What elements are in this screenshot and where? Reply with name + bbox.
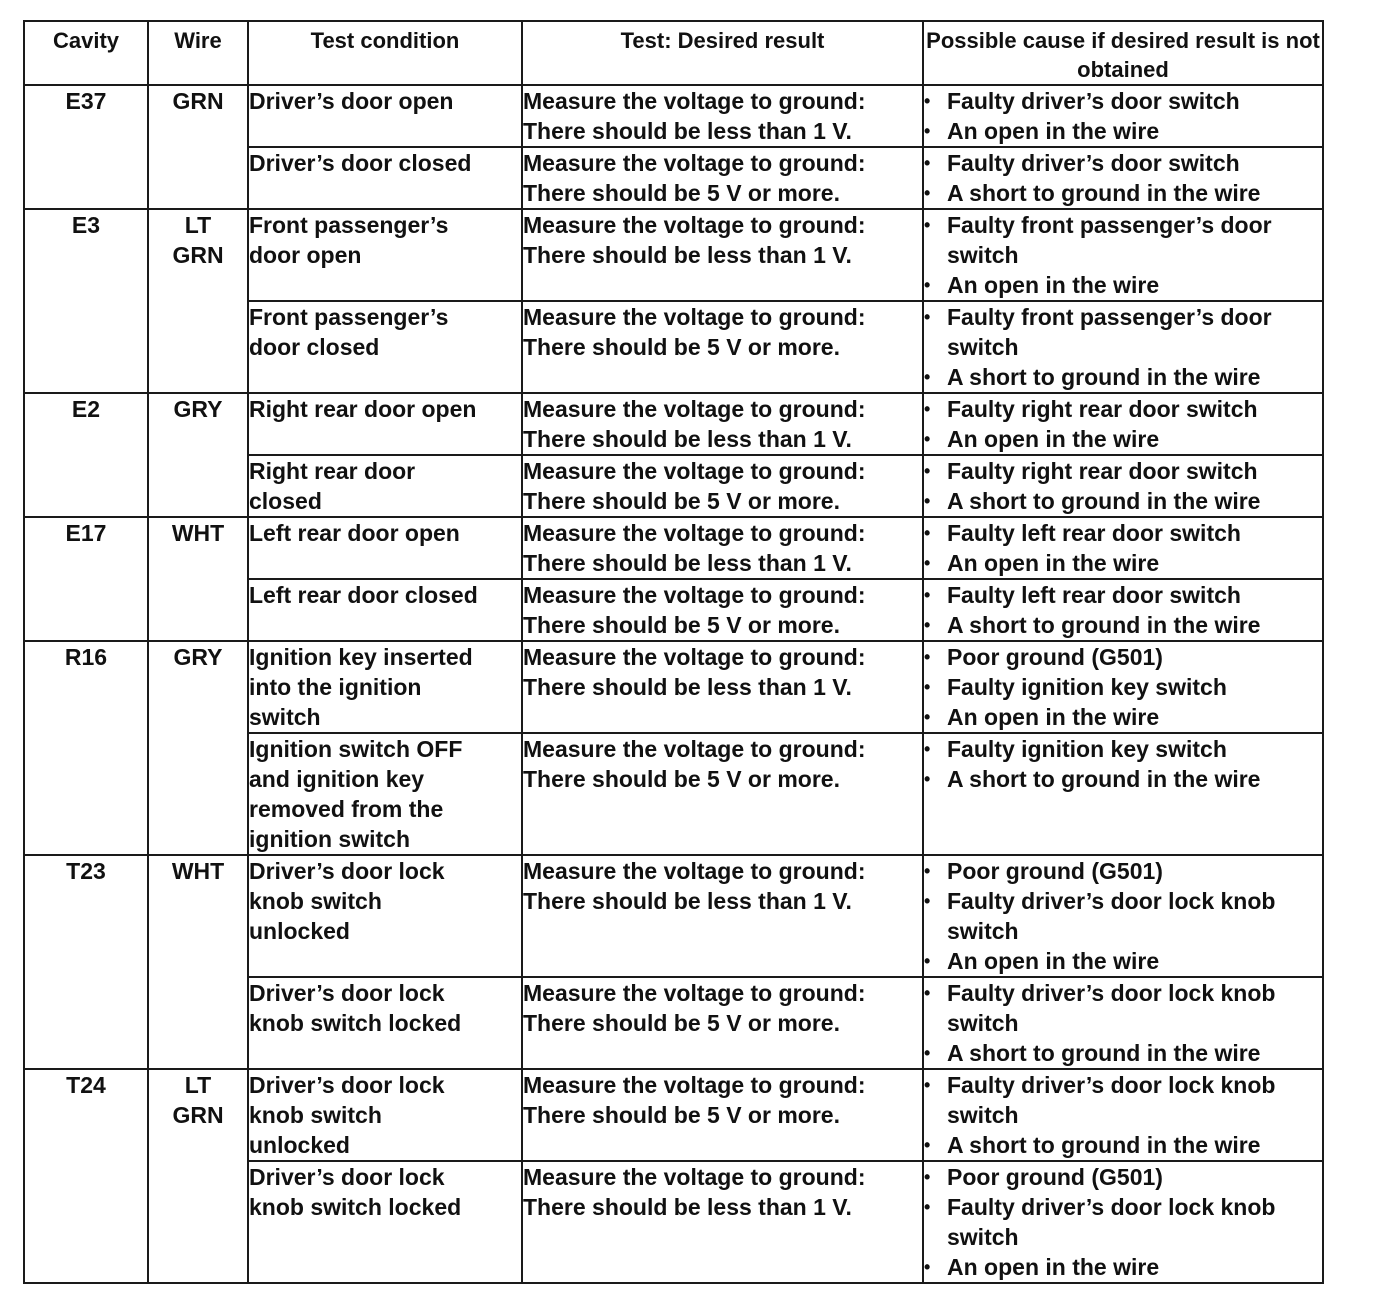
cause-list (924, 394, 1322, 454)
cause-item: • A short to ground in the wire (924, 764, 1322, 794)
cause-item: • A short to ground in the wire (924, 610, 1322, 640)
test-condition-cell: Right rear door closed (248, 455, 522, 517)
desired-result-cell: Measure the voltage to ground: There should be 5 V or more. (522, 455, 923, 517)
possible-cause-cell (923, 579, 1323, 641)
cause-item: • An open in the wire (924, 424, 1322, 454)
cause-item: • Faulty left rear door switch (924, 518, 1322, 548)
cause-list (924, 148, 1322, 208)
cause-item: • Faulty right rear door switch (924, 456, 1322, 486)
possible-cause-cell (923, 1161, 1323, 1283)
test-condition-cell: Ignition key inserted into the ignition switch (248, 641, 522, 733)
table-row (24, 393, 1323, 455)
cause-item: • Poor ground (G501) (924, 642, 1322, 672)
desired-result-cell: Measure the voltage to ground: There should be 5 V or more. (522, 977, 923, 1069)
desired-result-cell: Measure the voltage to ground: There should be less than 1 V. (522, 517, 923, 579)
cause-list (924, 456, 1322, 516)
table-row (24, 85, 1323, 147)
cause-list (924, 1070, 1322, 1160)
cause-item: • An open in the wire (924, 116, 1322, 146)
desired-result-cell: Measure the voltage to ground: There should be 5 V or more. (522, 733, 923, 855)
cause-item: • Poor ground (G501) (924, 856, 1322, 886)
desired-result-cell: Measure the voltage to ground: There should be less than 1 V. (522, 209, 923, 301)
cause-item: • An open in the wire (924, 702, 1322, 732)
cause-item: • Faulty front passenger’s door switch (924, 302, 1322, 362)
cause-item: • Faulty right rear door switch (924, 394, 1322, 424)
cause-item: • Poor ground (G501) (924, 1162, 1322, 1192)
possible-cause-cell (923, 517, 1323, 579)
possible-cause-cell (923, 977, 1323, 1069)
possible-cause-cell (923, 733, 1323, 855)
test-condition-cell: Ignition switch OFF and ignition key removed from the ignition switch (248, 733, 522, 855)
test-condition-cell: Driver’s door lock knob switch locked (248, 1161, 522, 1283)
cause-item: • An open in the wire (924, 1252, 1322, 1282)
cause-list (924, 1162, 1322, 1282)
cause-list (924, 210, 1322, 300)
test-condition-cell: Left rear door closed (248, 579, 522, 641)
table-row (24, 517, 1323, 579)
wire-cell: GRY (148, 393, 248, 517)
cause-item: • An open in the wire (924, 270, 1322, 300)
wire-cell: GRY (148, 641, 248, 855)
header-desired-result: Test: Desired result (522, 21, 923, 85)
cause-item: • Faulty driver’s door switch (924, 86, 1322, 116)
cause-item: • An open in the wire (924, 548, 1322, 578)
test-condition-cell: Left rear door open (248, 517, 522, 579)
possible-cause-cell (923, 209, 1323, 301)
possible-cause-cell (923, 455, 1323, 517)
table-row (24, 209, 1323, 301)
cause-item: • Faulty driver’s door lock knob switch (924, 1070, 1322, 1130)
desired-result-cell: Measure the voltage to ground: There should be 5 V or more. (522, 147, 923, 209)
cause-item: • A short to ground in the wire (924, 362, 1322, 392)
cause-list (924, 642, 1322, 732)
door-switch-test-table (23, 20, 1324, 1284)
test-condition-cell: Front passenger’s door closed (248, 301, 522, 393)
cause-list (924, 734, 1322, 794)
wire-cell: WHT (148, 855, 248, 1069)
desired-result-cell: Measure the voltage to ground: There should be less than 1 V. (522, 641, 923, 733)
cause-item: • Faulty ignition key switch (924, 734, 1322, 764)
cause-item: • Faulty driver’s door lock knob switch (924, 978, 1322, 1038)
possible-cause-cell (923, 85, 1323, 147)
cause-item: • A short to ground in the wire (924, 1130, 1322, 1160)
cause-item: • A short to ground in the wire (924, 486, 1322, 516)
cause-item: • An open in the wire (924, 946, 1322, 976)
cavity-cell: E2 (24, 393, 148, 517)
cause-item: • Faulty driver’s door lock knob switch (924, 1192, 1322, 1252)
possible-cause-cell (923, 301, 1323, 393)
desired-result-cell: Measure the voltage to ground: There should be less than 1 V. (522, 855, 923, 977)
cause-item: • Faulty driver’s door lock knob switch (924, 886, 1322, 946)
test-condition-cell: Driver’s door closed (248, 147, 522, 209)
cause-list (924, 580, 1322, 640)
header-row (24, 21, 1323, 85)
cause-list (924, 978, 1322, 1068)
cavity-cell: T24 (24, 1069, 148, 1283)
table-row (24, 641, 1323, 733)
desired-result-cell: Measure the voltage to ground: There should be 5 V or more. (522, 579, 923, 641)
cavity-cell: E37 (24, 85, 148, 209)
test-condition-cell: Front passenger’s door open (248, 209, 522, 301)
wire-cell: GRN (148, 85, 248, 209)
cavity-cell: E17 (24, 517, 148, 641)
desired-result-cell: Measure the voltage to ground: There should be 5 V or more. (522, 301, 923, 393)
desired-result-cell: Measure the voltage to ground: There should be less than 1 V. (522, 393, 923, 455)
cause-item: • Faulty left rear door switch (924, 580, 1322, 610)
cause-item: • A short to ground in the wire (924, 1038, 1322, 1068)
cause-item: • A short to ground in the wire (924, 178, 1322, 208)
header-cavity: Cavity (24, 21, 148, 85)
cavity-cell: E3 (24, 209, 148, 393)
desired-result-cell: Measure the voltage to ground: There should be 5 V or more. (522, 1069, 923, 1161)
table-row (24, 1069, 1323, 1161)
cause-list (924, 302, 1322, 392)
cause-item: • Faulty front passenger’s door switch (924, 210, 1322, 270)
test-condition-cell: Right rear door open (248, 393, 522, 455)
cause-item: • Faulty ignition key switch (924, 672, 1322, 702)
table-row (24, 855, 1323, 977)
cavity-cell: T23 (24, 855, 148, 1069)
cause-item: • Faulty driver’s door switch (924, 148, 1322, 178)
possible-cause-cell (923, 1069, 1323, 1161)
possible-cause-cell (923, 393, 1323, 455)
header-wire: Wire (148, 21, 248, 85)
wire-cell: LT GRN (148, 209, 248, 393)
desired-result-cell: Measure the voltage to ground: There should be less than 1 V. (522, 1161, 923, 1283)
possible-cause-cell (923, 147, 1323, 209)
cavity-cell: R16 (24, 641, 148, 855)
test-condition-cell: Driver’s door lock knob switch unlocked (248, 855, 522, 977)
test-condition-cell: Driver’s door lock knob switch locked (248, 977, 522, 1069)
test-condition-cell: Driver’s door open (248, 85, 522, 147)
possible-cause-cell (923, 855, 1323, 977)
wire-cell: LT GRN (148, 1069, 248, 1283)
desired-result-cell: Measure the voltage to ground: There should be less than 1 V. (522, 85, 923, 147)
cause-list (924, 856, 1322, 976)
table-body (24, 85, 1323, 1283)
header-test-condition: Test condition (248, 21, 522, 85)
cause-list (924, 86, 1322, 146)
cause-list (924, 518, 1322, 578)
wire-cell: WHT (148, 517, 248, 641)
possible-cause-cell (923, 641, 1323, 733)
test-condition-cell: Driver’s door lock knob switch unlocked (248, 1069, 522, 1161)
header-possible-cause: Possible cause if desired result is not obtained (923, 21, 1323, 85)
